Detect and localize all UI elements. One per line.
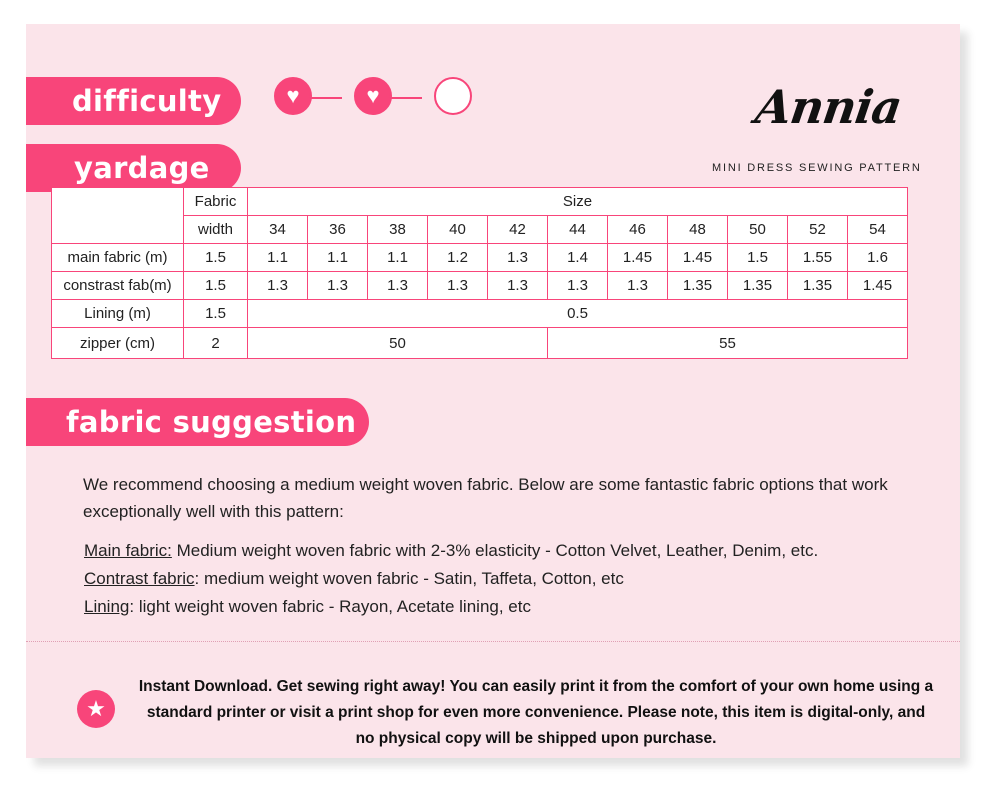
row-label: zipper (cm) xyxy=(52,328,184,359)
main-fabric-text: Medium weight woven fabric with 2-3% elasticity - Cotton Velvet, Leather, Denim, etc. xyxy=(171,541,819,560)
difficulty-header xyxy=(26,77,241,125)
size-cell: 48 xyxy=(668,216,728,244)
row-label: main fabric (m) xyxy=(52,244,184,272)
size-cell: 52 xyxy=(788,216,848,244)
row-label: constrast fab(m) xyxy=(52,272,184,300)
pattern-info-card xyxy=(26,24,960,758)
size-cell: 50 xyxy=(728,216,788,244)
width-cell: 2 xyxy=(184,328,248,359)
heart-icon: ♥ xyxy=(354,77,392,115)
difficulty-header-label: difficulty xyxy=(72,84,222,118)
size-cell: 38 xyxy=(368,216,428,244)
yardage-header xyxy=(26,144,241,192)
fabric-suggestion-header xyxy=(26,398,369,446)
table-corner-cell xyxy=(52,188,184,244)
value-cell: 55 xyxy=(548,328,908,359)
value-cell: 1.1 xyxy=(368,244,428,272)
heart-icon: ♥ xyxy=(274,77,312,115)
value-cell: 1.3 xyxy=(428,272,488,300)
value-cell: 1.3 xyxy=(548,272,608,300)
main-fabric-label: Main fabric: xyxy=(84,541,172,560)
value-cell: 1.4 xyxy=(548,244,608,272)
value-cell: 1.45 xyxy=(668,244,728,272)
value-cell: 1.1 xyxy=(248,244,308,272)
value-cell: 1.55 xyxy=(788,244,848,272)
value-cell: 1.45 xyxy=(608,244,668,272)
difficulty-connector xyxy=(390,97,422,99)
contrast-fabric-line xyxy=(84,565,964,593)
fabric-suggestion-header-label: fabric suggestion xyxy=(66,405,357,439)
row-label: Lining (m) xyxy=(52,300,184,328)
value-cell: 1.3 xyxy=(308,272,368,300)
table-row xyxy=(52,300,908,328)
value-cell: 1.5 xyxy=(728,244,788,272)
lining-fabric-label: Lining xyxy=(84,597,130,616)
value-cell: 1.3 xyxy=(488,272,548,300)
instant-download-notice: Instant Download. Get sewing right away! You can easily print it from the comfort of your own home using a standard printer or visit a print shop for even more convenience. Please note, this item is digital-only, and no physical copy will be shipped upon purchase. xyxy=(138,678,934,747)
fabric-width-header: Fabric xyxy=(184,188,248,216)
contrast-fabric-text: : medium weight woven fabric - Satin, Taffeta, Cotton, etc xyxy=(194,569,624,588)
value-cell: 1.3 xyxy=(248,272,308,300)
fabric-width-header: width xyxy=(184,216,248,244)
empty-circle-icon xyxy=(434,77,472,115)
size-cell: 40 xyxy=(428,216,488,244)
lining-fabric-line xyxy=(84,593,964,621)
value-cell: 1.3 xyxy=(608,272,668,300)
value-cell: 50 xyxy=(248,328,548,359)
width-cell: 1.5 xyxy=(184,300,248,328)
size-header: Size xyxy=(248,188,908,216)
star-icon: ★ xyxy=(77,690,115,728)
table-row xyxy=(52,244,908,272)
size-cell: 34 xyxy=(248,216,308,244)
size-cell: 42 xyxy=(488,216,548,244)
contrast-fabric-label: Contrast fabric xyxy=(84,569,195,588)
main-fabric-line xyxy=(84,537,964,565)
value-cell: 1.35 xyxy=(728,272,788,300)
size-cell: 46 xyxy=(608,216,668,244)
yardage-table xyxy=(51,187,908,359)
size-cell: 54 xyxy=(848,216,908,244)
value-cell: 0.5 xyxy=(248,300,908,328)
value-cell: 1.35 xyxy=(668,272,728,300)
fabric-options xyxy=(84,537,964,621)
fabric-intro: We recommend choosing a medium weight woven fabric. Below are some fantastic fabric options that work exceptionally well with this pattern: xyxy=(83,475,888,521)
table-row xyxy=(52,272,908,300)
difficulty-connector xyxy=(310,97,342,99)
yardage-header-label: yardage xyxy=(74,151,210,185)
value-cell: 1.45 xyxy=(848,272,908,300)
value-cell: 1.3 xyxy=(488,244,548,272)
value-cell: 1.2 xyxy=(428,244,488,272)
difficulty-rating xyxy=(274,77,474,119)
value-cell: 1.3 xyxy=(368,272,428,300)
lining-fabric-text: : light weight woven fabric - Rayon, Acetate lining, etc xyxy=(129,597,531,616)
table-header-row xyxy=(52,188,908,216)
brand-tagline: MINI DRESS SEWING PATTERN xyxy=(712,162,922,174)
value-cell: 1.35 xyxy=(788,272,848,300)
section-divider xyxy=(26,641,960,642)
size-cell: 44 xyxy=(548,216,608,244)
value-cell: 1.1 xyxy=(308,244,368,272)
brand-logo: Annia xyxy=(752,80,905,134)
table-row xyxy=(52,328,908,359)
value-cell: 1.6 xyxy=(848,244,908,272)
width-cell: 1.5 xyxy=(184,272,248,300)
width-cell: 1.5 xyxy=(184,244,248,272)
size-cell: 36 xyxy=(308,216,368,244)
